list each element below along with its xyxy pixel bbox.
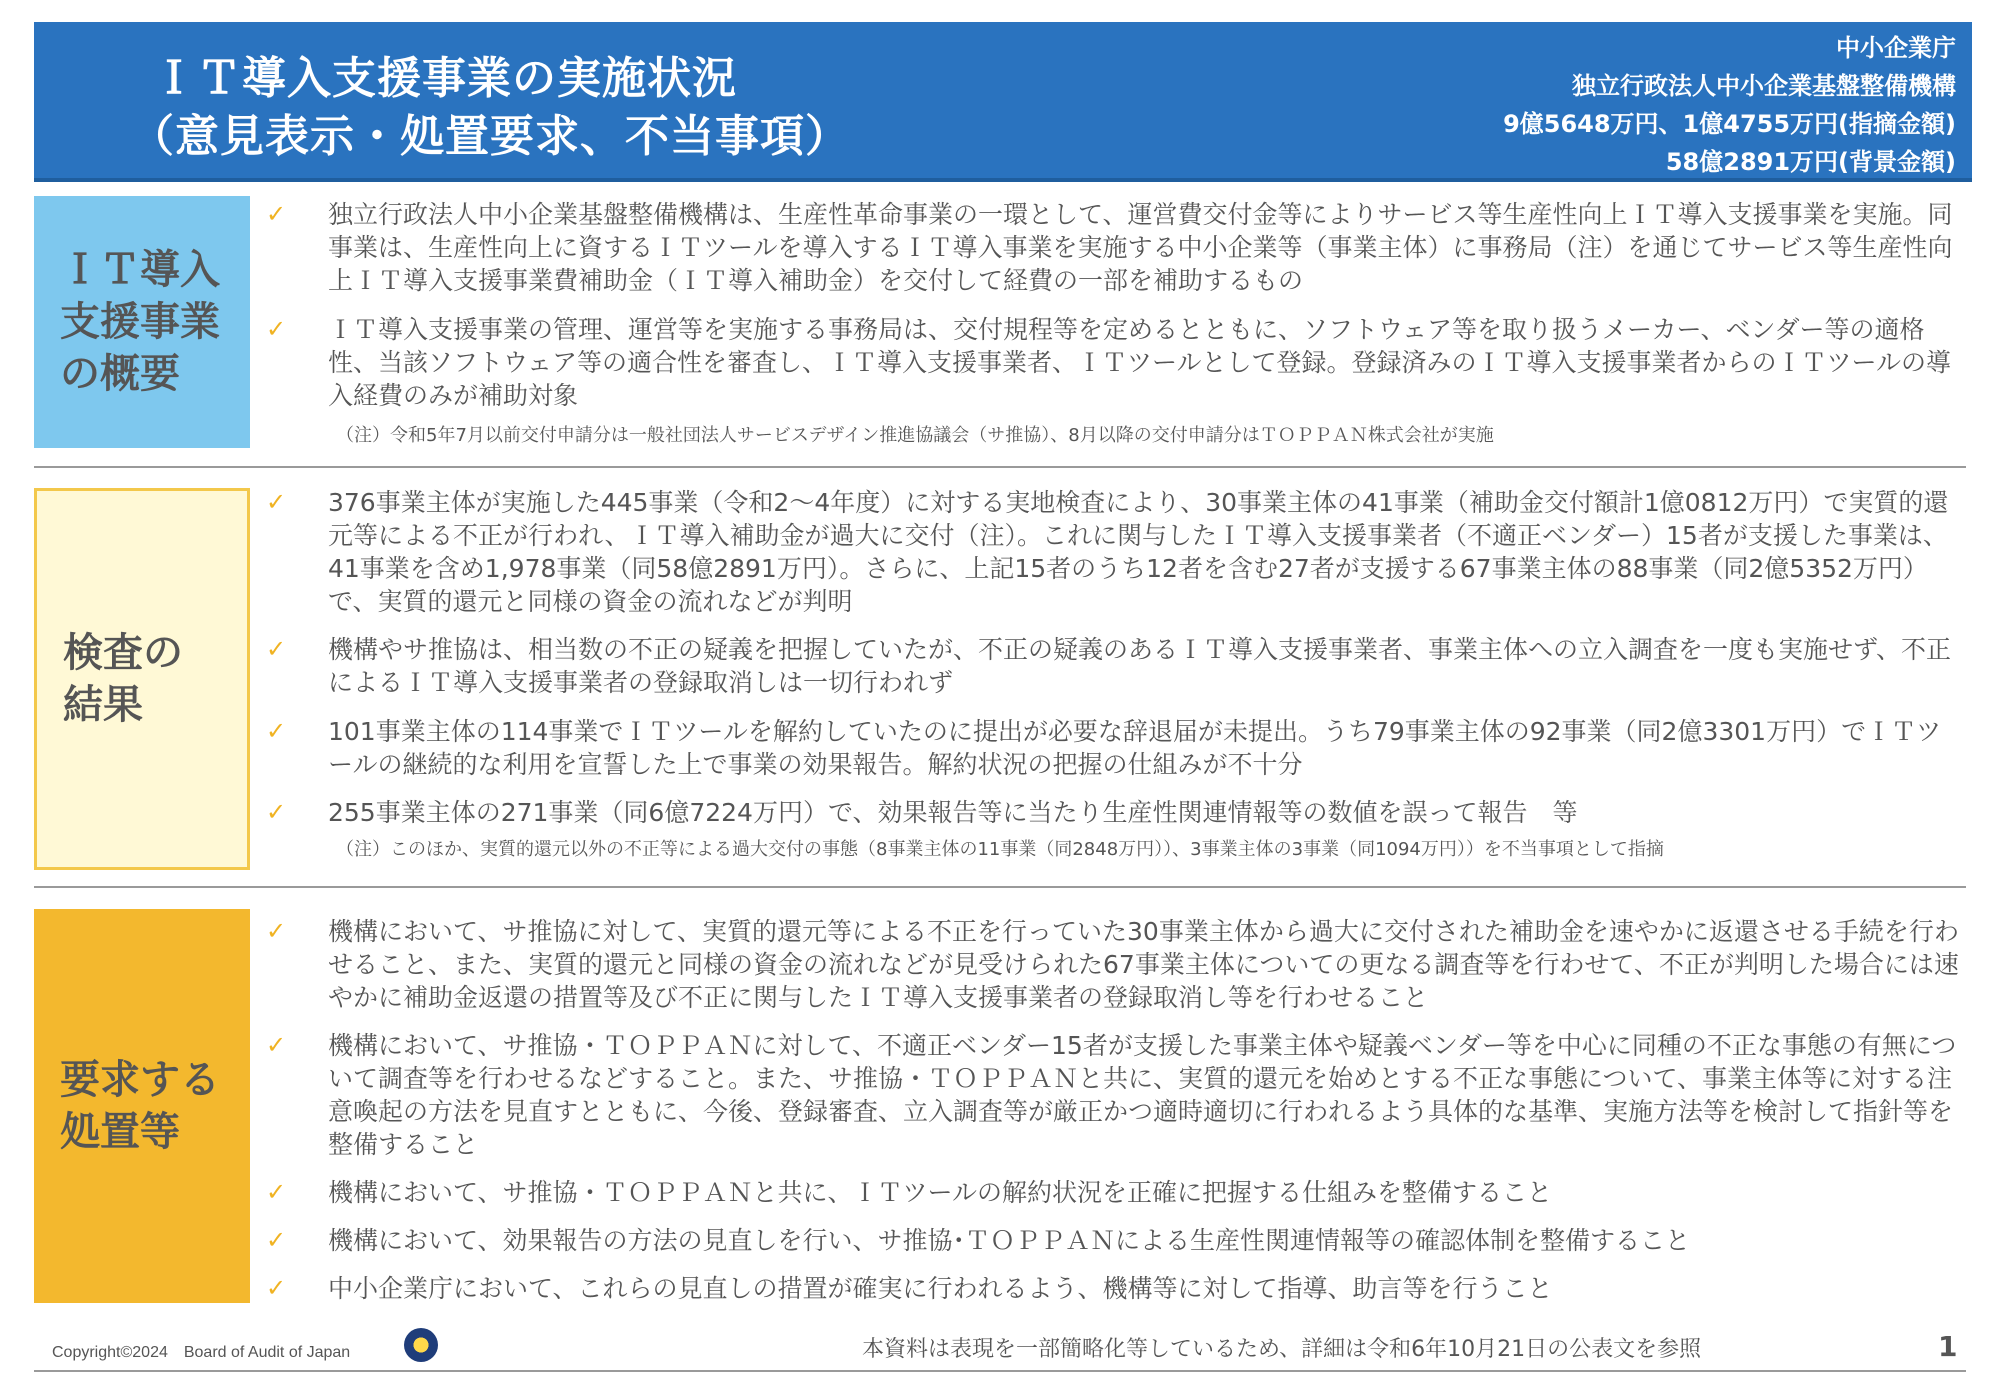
footer-divider <box>34 1370 1966 1372</box>
copyright: Copyright©2024 Board of Audit of Japan <box>52 1344 351 1361</box>
measures-bullet-text: 機構において、サ推協に対して、実質的還元等による不正を行っていた30事業主体から過大に交付された補助金を速やかに返還させる手続を行わせること、また、実質的還元と同様の資金の流れなどが見受けられた67事業主体についての更なる調査等を行わせて、不正が判明した場合には速やかに補助金返還の措置等及び不正に関与したＩＴ導入支援事業者の登録取消し等を行わせること <box>328 917 1959 1012</box>
check-icon: ✓ <box>266 1178 287 1206</box>
board-of-audit-seal-icon <box>404 1328 438 1362</box>
page-title-line1: ＩＴ導入支援事業の実施状況 <box>152 53 737 104</box>
background-amount: 58億2891万円(背景金額) <box>1665 148 1956 176</box>
overview-bullet-text: 独立行政法人中小企業基盤整備機構は、生産性革命事業の一環として、運営費交付金等によりサービス等生産性向上ＩＴ導入支援事業を実施。同事業は、生産性向上に資するＩＴツールを導入するＩＴ導入事業を実施する中小企業等（事業主体）に事務局（注）を通じてサービス等生産性向上ＩＴ導入支援事業費補助金（ＩＴ導入補助金）を交付して経費の一部を補助するもの <box>328 200 1953 295</box>
overview-note: （注）令和5年7月以前交付申請分は一般社団法人サービスデザイン推進協議会（サ推協）、8月以降の交付申請分はＴＯＰＰＡＮ株式会社が実施 <box>336 425 1494 446</box>
org-institution: 独立行政法人中小企業基盤整備機構 <box>1572 72 1956 100</box>
results-note: （注）このほか、実質的還元以外の不正等による過大交付の事態（8事業主体の11事業（同2848万円））、3事業主体の3事業（同1094万円））を不当事項として指摘 <box>336 839 1664 860</box>
overview-bullet-text: ＩＴ導入支援事業の管理、運営等を実施する事務局は、交付規程等を定めるとともに、ソフトウェア等を取り扱うメーカー、ベンダー等の適格性、当該ソフトウェア等の適合性を審査し、ＩＴ導入支援事業者、ＩＴツールとして登録。登録済みのＩＴ導入支援事業者からのＩＴツールの導入経費のみが補助対象 <box>328 315 1952 410</box>
header-banner <box>34 22 1972 182</box>
page-number: 1 <box>1938 1330 1958 1363</box>
pointed-amount: 9億5648万円、1億4755万円(指摘金額) <box>1503 110 1956 138</box>
results-label <box>34 488 250 870</box>
measures-label-text: 要求する 処置等 <box>60 1057 220 1155</box>
check-icon: ✓ <box>266 1274 287 1302</box>
results-label-text: 検査の 結果 <box>63 630 183 728</box>
check-icon: ✓ <box>266 1226 287 1254</box>
overview-label-text: ＩＴ導入 支援事業 の概要 <box>60 247 220 397</box>
check-icon: ✓ <box>266 917 287 945</box>
results-bullet-text: 機構やサ推協は、相当数の不正の疑義を把握していたが、不正の疑義のあるＩＴ導入支援事業者、事業主体への立入調査を一度も実施せず、不正によるＩＴ導入支援事業者の登録取消しは一切行われず <box>328 635 1952 697</box>
check-icon: ✓ <box>266 1031 287 1059</box>
check-icon: ✓ <box>266 200 287 228</box>
measures-bullet-text: 機構において、サ推協・ＴＯＰＰＡＮに対して、不適正ベンダー15者が支援した事業主体や疑義ベンダー等を中心に同種の不正な事態の有無について調査等を行わせるなどすること。また、サ推協・ＴＯＰＰＡＮと共に、実質的還元を始めとする不正な事態について、事業主体等に対する注意喚起の方法を見直すとともに、今後、登録審査、立入調査等が厳正かつ適時適切に行われるよう具体的な基準、実施方法等を検討して指針等を整備すること <box>328 1031 1957 1159</box>
check-icon: ✓ <box>266 717 287 745</box>
overview-label <box>34 196 250 448</box>
check-icon: ✓ <box>266 798 287 826</box>
section-divider <box>34 466 1966 468</box>
results-bullet-text: 255事業主体の271事業（同6億7224万円）で、効果報告等に当たり生産性関連情報等の数値を誤って報告 等 <box>328 798 1578 827</box>
measures-bullet-text: 機構において、サ推協・ＴＯＰＰＡＮと共に、ＩＴツールの解約状況を正確に把握する仕組みを整備すること <box>328 1178 1553 1207</box>
results-bullet-text: 376事業主体が実施した445事業（令和2～4年度）に対する実地検査により、30事業主体の41事業（補助金交付額計1億0812万円）で実質的還元等による不正が行われ、ＩＴ導入補助金が過大に交付（注）。これに関与したＩＴ導入支援事業者（不適正ベンダー）15者が支援した事業は、41事業を含め1,978事業（同58億2891万円）。さらに、上記15者のうち12者を含む27者が支援する67事業主体の88事業（同2億5352万円）で、実質的還元と同様の資金の流れなどが判明 <box>328 488 1949 616</box>
section-divider <box>34 886 1966 888</box>
measures-bullet-text: 機構において、効果報告の方法の見直しを行い、サ推協･ＴＯＰＰＡＮによる生産性関連情報等の確認体制を整備すること <box>328 1226 1691 1255</box>
page-title-line2: （意見表示・処置要求、不当事項） <box>130 111 850 162</box>
measures-label <box>34 909 250 1303</box>
org-agency: 中小企業庁 <box>1836 34 1956 62</box>
check-icon: ✓ <box>266 488 287 516</box>
measures-bullet-text: 中小企業庁において、これらの見直しの措置が確実に行われるよう、機構等に対して指導、助言等を行うこと <box>328 1274 1553 1303</box>
results-bullet-text: 101事業主体の114事業でＩＴツールを解約していたのに提出が必要な辞退届が未提出。うち79事業主体の92事業（同2億3301万円）でＩＴツールの継続的な利用を宣誓した上で事業の効果報告。解約状況の把握の仕組みが不十分 <box>328 717 1942 779</box>
footer-note: 本資料は表現を一部簡略化等しているため、詳細は令和6年10月21日の公表文を参照 <box>862 1337 1702 1362</box>
check-icon: ✓ <box>266 315 287 343</box>
check-icon: ✓ <box>266 635 287 663</box>
